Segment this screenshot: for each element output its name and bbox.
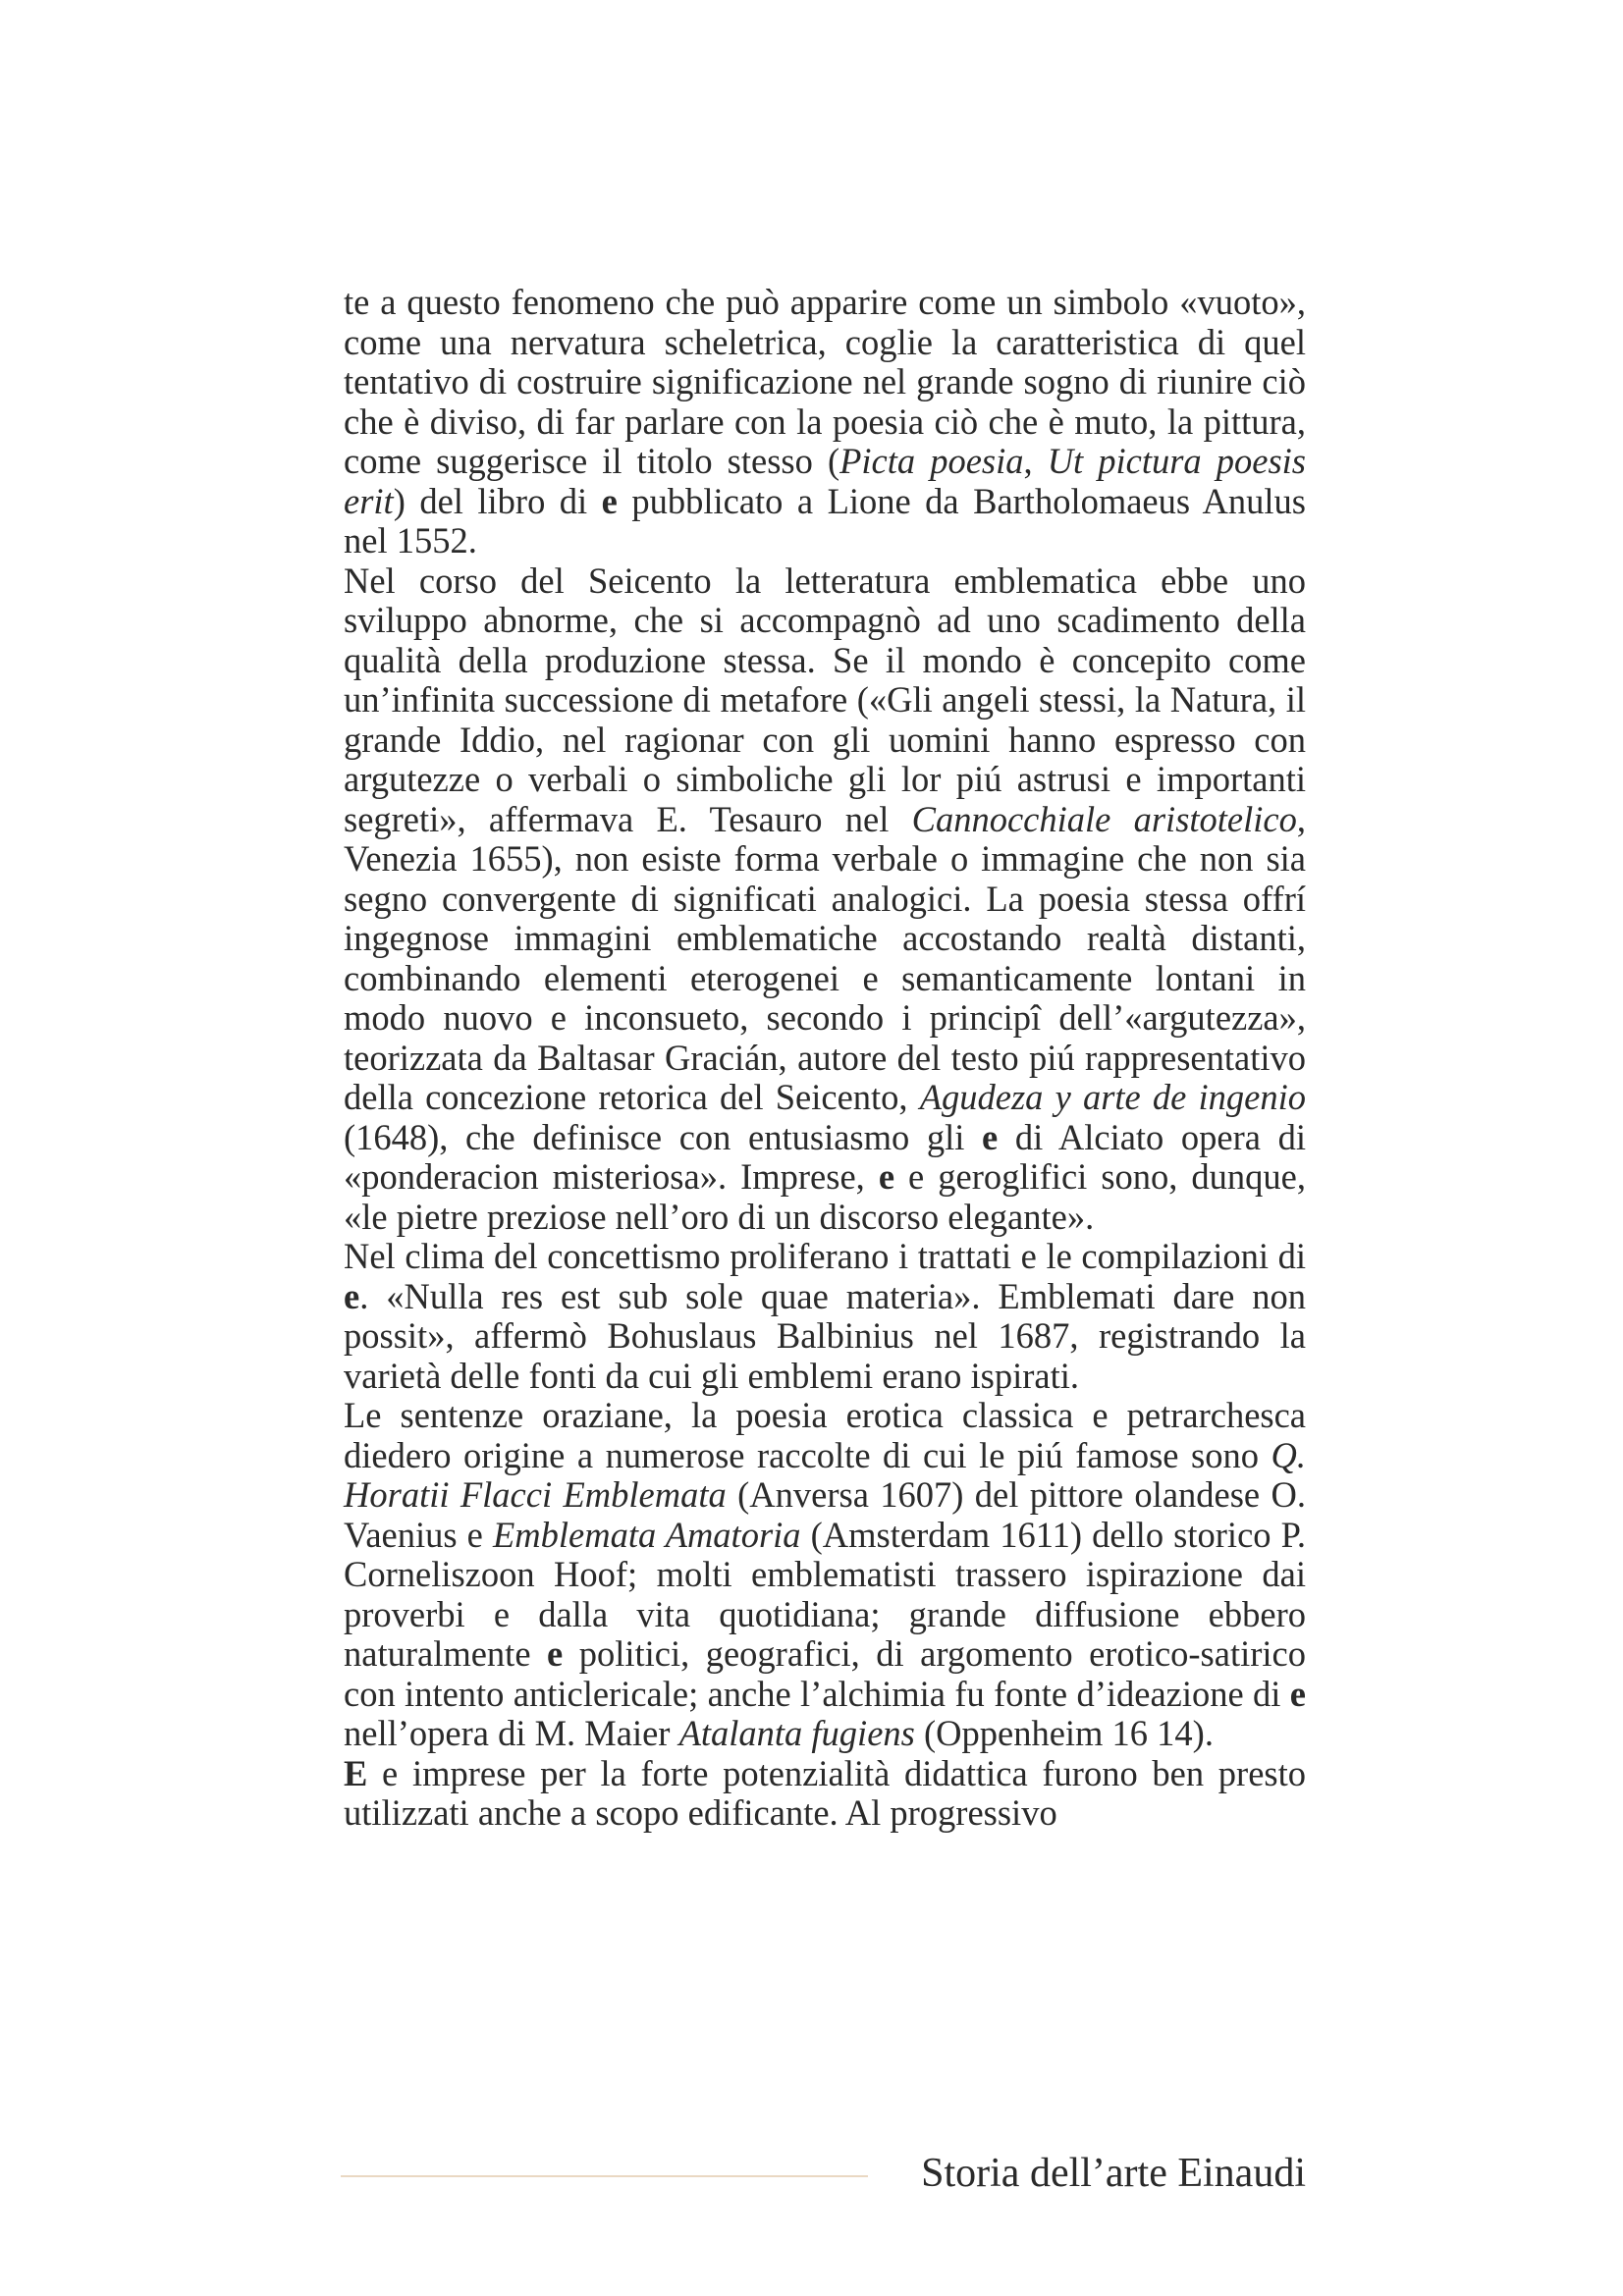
book-title: Ut pictura poesis erit	[344, 441, 1306, 521]
paragraph-2: Nel corso del Seicento la letteratura emblematica ebbe uno sviluppo abnorme, che si accompagnò ad uno scadimento della qualità della produzione stessa. Se il mondo è concepito come un’infinita successione di metafore («Gli angeli stessi, la Natura, il grande Iddio, nel ragionar con gli uomini hanno espresso con argutezze o verbali o simboliche gli lor piú astrusi e importanti segreti», affermava E. Tesauro nel Cannocchiale aristotelico, Venezia 1655), non esiste forma verbale o immagine che non sia segno convergente di significati analogici. La poesia stessa offrí ingegnose immagini emblematiche accostando realtà distanti, combinando elementi eterogenei e semanticamente lontani in modo nuovo e inconsueto, secondo i principî dell’«argutezza», teorizzata da Baltasar Gracián, autore del testo piú rappresentativo della concezione retorica del Seicento, Agudeza y arte de ingenio (1648), che definisce con entusiasmo gli e di Alciato opera di «ponderacion misteriosa». Imprese, e e geroglifici sono, dunque, «le pietre preziose nell’oro di un discorso elegante».	[344, 560, 1306, 1237]
body-text	[344, 283, 1306, 1834]
book-title: Picta poesia	[839, 441, 1024, 481]
book-title: Agudeza y arte de ingenio	[919, 1077, 1306, 1117]
entry-abbreviation: E	[344, 1752, 368, 1793]
paragraph-3: Nel clima del concettismo proliferano i trattati e le compilazioni di e. «Nulla res est sub sole quae materia». Emblemati dare non possit», affermò Bohuslaus Balbinius nel 1687, registrando la varietà delle fonti da cui gli emblemi erano ispirati.	[344, 1236, 1306, 1396]
footer-label: Storia dell’arte Einaudi	[921, 2151, 1306, 2196]
paragraph-4: Le sentenze oraziane, la poesia erotica classica e petrarchesca diedero origine a numerose raccolte di cui le piú famose sono Q. Horatii Flacci Emblemata (Anversa 1607) del pittore olandese O. Vaenius e Emblemata Amatoria (Amsterdam 1611) dello storico P. Corneliszoon Hoof; molti emblematisti trassero ispirazione dai proverbi e dalla vita quotidiana; grande diffusione ebbero naturalmente e politici, geografici, di argomento erotico-satirico con intento anticlericale; anche l’alchimia fu fonte d’ideazione di e nell’opera di M. Maier Atalanta fugiens (Oppenheim 16 14).	[344, 1395, 1306, 1753]
book-title: Cannocchiale aristotelico	[911, 798, 1297, 839]
book-title: Emblemata Amatoria	[492, 1514, 801, 1555]
book-title: Atalanta fugiens	[678, 1713, 915, 1753]
entry-abbreviation: e	[547, 1633, 564, 1674]
paragraph-5: E e imprese per la forte potenzialità didattica furono ben presto utilizzati anche a scopo edificante. Al progressivo	[344, 1752, 1306, 1833]
entry-abbreviation: e	[878, 1156, 895, 1197]
footer-rule	[341, 2175, 868, 2177]
entry-abbreviation: e	[1289, 1673, 1306, 1714]
paragraph-1: te a questo fenomeno che può apparire come un simbolo «vuoto», come una nervatura scheletrica, coglie la caratteristica di quel tentativo di costruire significazione nel grande sogno di riunire ciò che è diviso, di far parlare con la poesia ciò che è muto, la pittura, come suggerisce il titolo stesso (Picta poesia, Ut pictura poesis erit) del libro di e pubblicato a Lione da Bartholomaeus Anulus nel 1552.	[344, 282, 1307, 561]
entry-abbreviation: e	[982, 1116, 999, 1157]
book-title: Q. Horatii Flacci Emblemata	[344, 1434, 1306, 1515]
entry-abbreviation: e	[344, 1275, 360, 1316]
entry-abbreviation: e	[601, 480, 618, 521]
